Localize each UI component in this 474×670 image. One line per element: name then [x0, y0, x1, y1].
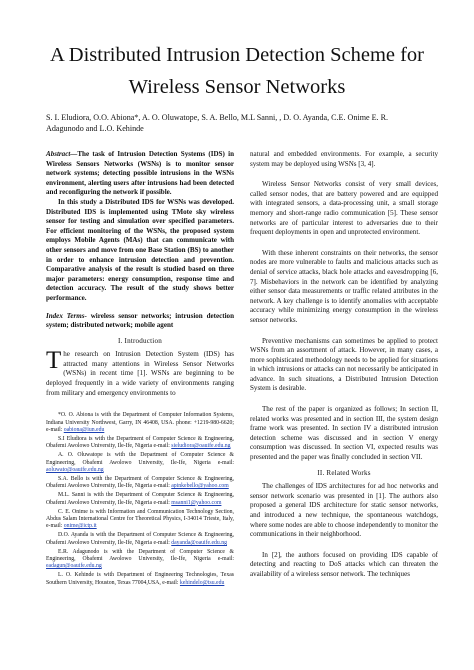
- index-terms-text: wireless sensor networks; intrusion detection system; distributed network; mobile agent: [46, 311, 235, 330]
- authors-line1: S. I. Eludiora, O.O. Abiona*, A. O. Oluwatope, S. A. Bello, M.L Sanni, , D. O. Ayanda, C.E. Onime E. R.: [46, 113, 389, 122]
- body-paragraph: With these inherent constraints on their networks, the sensor nodes are more vulnerable to faults and malicious attacks such as denial of service attacks, black hole attacks and eavesdropping [6, 7]. Misbehaviors in the network can be identified by analyzing either sensor data measurements or traffic related attributes in the network. A key challenge is to identify anomalies with acceptable accuracy while minimizing energy consumption in the wireless sensor networks.: [250, 248, 438, 324]
- section-heading-introduction: I. Introduction: [118, 336, 162, 345]
- footnote-text: C. E. Onime is with Information and Communication Technology Section, Abdus Salam International Centre for Theoretical Physics, I-34014 Trieste, Italy, e-mail:: [46, 508, 234, 530]
- footnote-text: E.R. Adagunodo is with the Department of Computer Science & Engineering, Obafemi Awolowo University, Ile-Ife, Nigeria e-mail:: [46, 548, 234, 563]
- footnote-text: D.O. Ayanda is with the Department of Computer Science & Engineering, Obafemi Awolowo University, Ile-Ife, Nigeria e-mail:: [46, 532, 234, 546]
- footnote: [46, 532, 234, 547]
- email-link[interactable]: msanni1@yahoo.com: [171, 499, 222, 506]
- body-paragraph: Preventive mechanisms can sometimes be applied to protect WSNs from an assortment of attack. However, in many cases, a more sophisticated methodology needs to be applied for situations in which intrusions or attacks can not necessarily be anticipated in advance. In such situations, a Distributed Intrusion Detection System is desirable.: [250, 336, 438, 393]
- email-link[interactable]: aoluwato@oauife.edu.ng: [46, 467, 104, 474]
- right-column: [250, 150, 438, 580]
- footnote: [46, 492, 234, 507]
- index-terms: [46, 312, 234, 331]
- paper-title-line2: Wireless Sensor Networks: [128, 76, 346, 98]
- footnote-text: S.A. Bello is with the Department of Computer Science & Engineering, Obafemi Awolowo University, Ile-Ife, Nigeria e-mail:: [46, 476, 234, 490]
- abstract-paragraph-2: In this study a Distributed IDS for WSNs was developed. Distributed IDS is implemented using TMote sky wireless sensor for testing and simulation over specified parameters. For efficient monitoring of the WSNs, the proposed system employs Mobile Agents (MAs) that can communicate with other sensors and move from one Base Station (BS) to another in order to enhance intrusion detection and prevention. Comparative analysis of the result is studied based on three major parameters: energy consumption, response time and detection accuracy. The result of the study shows better performance.: [46, 197, 234, 302]
- email-link[interactable]: dayanda@oauife.edu.ng: [171, 539, 227, 546]
- index-terms-label: Index Terms-: [46, 311, 87, 320]
- footnote-text: *O. O. Abiona is with the Department of Computer Information Systems, Indiana University Northwest, Garry, IN 46408, USA. phone: +1219-980-6620; e-mail:: [46, 412, 234, 434]
- email-link[interactable]: onime@ictp.it: [63, 523, 97, 530]
- author-footnotes: [46, 412, 234, 587]
- body-paragraph: The rest of the paper is organized as follows; In section II, related works was presented and in section III, the system design frame work was presented. In section IV a distributed intrusion detection scheme was discussed and in section V energy consumption was discussed. In section VI, expected results was presented and the paper was finally concluded in section VII.: [250, 405, 438, 462]
- drop-cap: T: [46, 347, 62, 375]
- section-heading-related-works: II. Related Works: [317, 468, 371, 477]
- footnote: [46, 452, 234, 474]
- footnote: [46, 436, 234, 451]
- email-link[interactable]: kehindelo@tsu.edu: [179, 579, 225, 586]
- body-paragraph: natural and embedded environments. For example, a security system may be deployed using WSNs [3, 4].: [250, 150, 438, 168]
- body-paragraph: The challenges of IDS architectures for ad hoc networks and sensor network scenario was presented in [1]. The authors also proposed a general IDS architecture for static sensor networks, and introduced a new technique, the spontaneous watchdogs, where some nodes are able to choose independently to monitor the communications in their neighborhood.: [250, 482, 438, 539]
- email-link[interactable]: apinkebello@yahoo.com: [171, 483, 229, 490]
- email-link[interactable]: oabiona@iun.edu: [63, 427, 105, 434]
- footnote: [46, 549, 234, 571]
- footnote: [46, 412, 234, 434]
- introduction-text: he research on Intrusion Detection System (IDS) has attracted many attentions in Wireless Sensor Networks (WSNs) in recent time [1]. WSNs are beginning to be deployed frequently in a wide variety of environments ranging from military and emergency environments to: [46, 350, 234, 397]
- paper-title-line1: A Distributed Intrusion Detection Scheme for: [49, 44, 425, 66]
- left-column: [46, 150, 234, 587]
- abstract: [46, 150, 234, 198]
- footnote-text: S.I Eludiora is with the Department of Computer Science & Engineering, Obafemi Awolowo University, Ile-Ife, Nigeria e-mail:: [46, 435, 234, 450]
- footnote: [46, 476, 234, 491]
- footnote-text: A. O. Oluwatope is with the Department of Computer Science & Engineering, Obafemi Awolowo University, Ile-Ife, Nigeria e-mail:: [46, 452, 234, 466]
- abstract-label: Abstract—: [46, 150, 78, 158]
- email-link[interactable]: sieludiora@oauife.edu.ng: [171, 443, 231, 450]
- body-paragraph: In [2], the authors focused on providing IDS capable of detecting and reacting to DoS attacks which can threaten the availability of a wireless sensor network. The techniques: [250, 550, 438, 578]
- footnote-text: L. O. Kehinde is with Department of Engineering Technologies, Texas Southern University, Houston, Texas 77004,USA, e-mail:: [46, 572, 234, 586]
- authors-line2: Adagunodo and L.O. Kehinde: [46, 124, 144, 133]
- footnote: [46, 572, 234, 587]
- email-link[interactable]: eadagun@oauife.edu.ng: [46, 563, 102, 570]
- author-list: [46, 112, 434, 134]
- introduction-paragraph: [46, 347, 234, 398]
- abstract-text: The task of Intrusion Detection Systems (IDS) in Wireless Sensors Networks (WSNs) is to monitor sensor network systems; detecting possible intrusions in the WSNs environment, alerting users after intrusions had been detected and reconfiguring the network if possible.: [46, 150, 234, 197]
- footnote-text: M.L. Sanni is with the Department of Computer Science & Engineering, Obafemi Awolowo University, Ile-Ife, Nigeria e-mail:: [46, 492, 234, 506]
- footnote: [46, 509, 234, 531]
- body-paragraph: Wireless Sensor Networks consist of very small devices, called sensor nodes, that are battery powered and are equipped with integrated sensors, a data-processing unit, a small storage memory and short-range radio communication [5]. These sensor networks are of particular interest to adversaries due to their frequent deployments in open and unprotected environment.: [250, 180, 438, 237]
